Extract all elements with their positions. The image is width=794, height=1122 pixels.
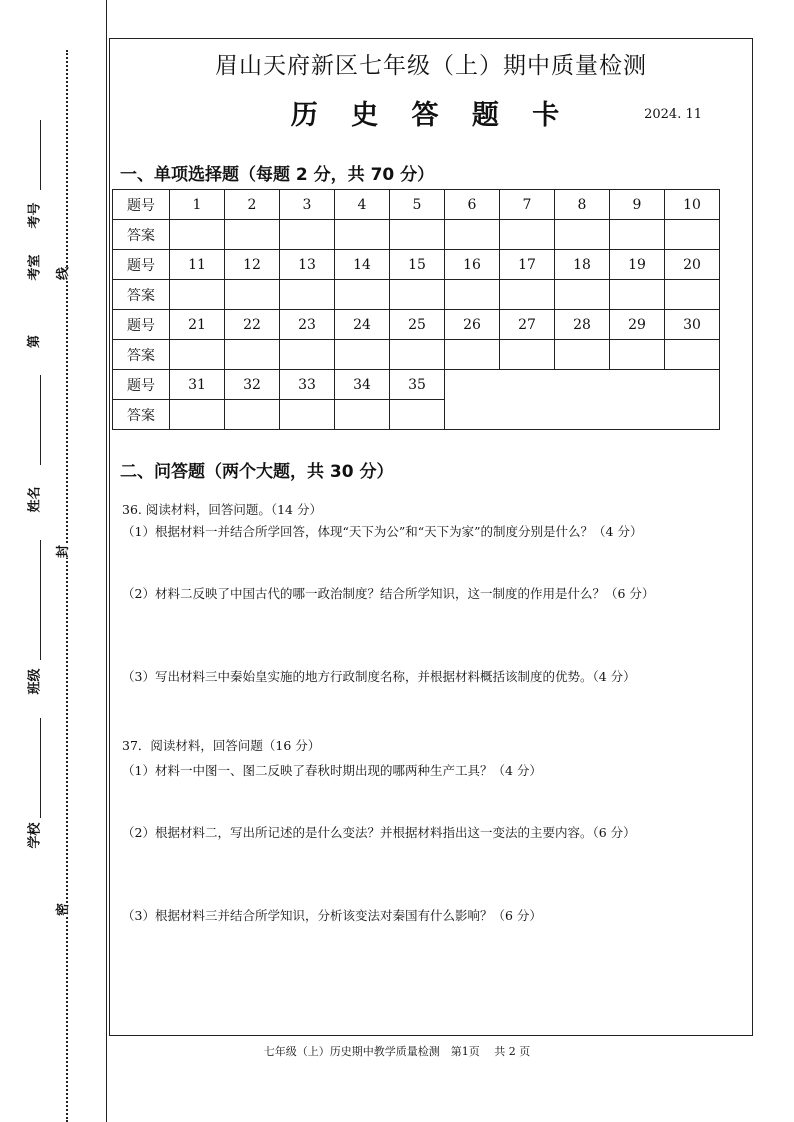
answer-cell[interactable]	[280, 220, 335, 250]
question-number: 9	[610, 190, 665, 220]
question-number: 1	[170, 190, 225, 220]
page-footer: 七年级（上）历史期中教学质量检测 第1页 共 2 页	[263, 1045, 531, 1058]
question-number: 27	[500, 310, 555, 340]
binding-border-line	[106, 0, 107, 1122]
answer-cell[interactable]	[390, 400, 445, 430]
answer-cell[interactable]	[445, 340, 500, 370]
q36-intro: 36. 阅读材料，回答问题。（14 分）	[122, 502, 322, 517]
question-number: 11	[170, 250, 225, 280]
binding-dotted-line	[66, 50, 68, 1122]
q36-part3: （3）写出材料三中秦始皇实施的地方行政制度名称，并根据材料概括该制度的优势。（4 分）	[122, 669, 636, 684]
number-row	[113, 190, 720, 220]
question-number: 8	[555, 190, 610, 220]
answer-cell[interactable]	[280, 340, 335, 370]
question-number: 4	[335, 190, 390, 220]
question-number: 26	[445, 310, 500, 340]
q36-part2: （2）材料二反映了中国古代的哪一政治制度？结合所学知识，这一制度的作用是什么？（6 分）	[122, 586, 655, 601]
class-label: 班级	[27, 668, 43, 695]
answer-row-label: 答案	[113, 280, 170, 310]
question-number: 24	[335, 310, 390, 340]
question-number: 14	[335, 250, 390, 280]
answer-cell[interactable]	[665, 340, 720, 370]
answer-cell[interactable]	[225, 340, 280, 370]
answer-grid	[112, 189, 720, 430]
answer-cell[interactable]	[665, 220, 720, 250]
answer-cell[interactable]	[445, 220, 500, 250]
question-number: 22	[225, 310, 280, 340]
number-row	[113, 310, 720, 340]
question-number: 19	[610, 250, 665, 280]
answer-row-label: 答案	[113, 400, 170, 430]
answer-cell[interactable]	[555, 280, 610, 310]
answer-cell[interactable]	[335, 400, 390, 430]
number-row	[113, 250, 720, 280]
answer-cell[interactable]	[170, 280, 225, 310]
answer-cell[interactable]	[225, 220, 280, 250]
number-row-label: 题号	[113, 190, 170, 220]
number-row-label: 题号	[113, 250, 170, 280]
question-number: 32	[225, 370, 280, 400]
question-number: 13	[280, 250, 335, 280]
answer-cell[interactable]	[225, 280, 280, 310]
secret-label: 密	[50, 903, 73, 916]
name-line	[40, 540, 41, 660]
room-line	[40, 375, 41, 465]
answer-row	[113, 220, 720, 250]
line-label: 线	[50, 267, 73, 280]
answer-cell[interactable]	[335, 280, 390, 310]
q37-part3: （3）根据材料三并结合所学知识，分析该变法对秦国有什么影响？（6 分）	[122, 908, 542, 923]
answer-cell[interactable]	[610, 220, 665, 250]
section2-heading: 二、问答题（两个大题，共 30 分）	[120, 462, 394, 482]
question-number: 10	[665, 190, 720, 220]
answer-cell[interactable]	[665, 280, 720, 310]
exam-date: 2024. 11	[644, 107, 702, 122]
answer-row-label: 答案	[113, 340, 170, 370]
answer-cell[interactable]	[500, 220, 555, 250]
question-number: 28	[555, 310, 610, 340]
answer-cell[interactable]	[280, 280, 335, 310]
exam-number-line	[40, 120, 41, 190]
question-number: 29	[610, 310, 665, 340]
answer-cell[interactable]	[170, 340, 225, 370]
question-number: 16	[445, 250, 500, 280]
question-number: 3	[280, 190, 335, 220]
question-number: 17	[500, 250, 555, 280]
question-number: 30	[665, 310, 720, 340]
number-row-label: 题号	[113, 310, 170, 340]
seat-label: 第	[27, 334, 43, 349]
number-row	[113, 370, 720, 400]
answer-cell[interactable]	[335, 220, 390, 250]
answer-cell[interactable]	[610, 280, 665, 310]
answer-cell[interactable]	[390, 340, 445, 370]
empty-grid-area	[445, 370, 720, 430]
answer-cell[interactable]	[500, 280, 555, 310]
question-number: 7	[500, 190, 555, 220]
question-number: 18	[555, 250, 610, 280]
q37-part1: （1）材料一中图一、图二反映了春秋时期出现的哪两种生产工具？（4 分）	[122, 763, 542, 778]
question-number: 15	[390, 250, 445, 280]
q37-part2: （2）根据材料二，写出所记述的是什么变法？并根据材料指出这一变法的主要内容。（6 分）	[122, 825, 636, 840]
exam-number-label: 考号	[27, 202, 43, 229]
question-number: 6	[445, 190, 500, 220]
number-row-label: 题号	[113, 370, 170, 400]
class-line	[40, 718, 41, 818]
question-number: 20	[665, 250, 720, 280]
question-number: 31	[170, 370, 225, 400]
answer-row	[113, 280, 720, 310]
answer-sheet-frame	[109, 38, 753, 1036]
section1-heading: 一、单项选择题（每题 2 分，共 70 分）	[120, 165, 435, 185]
q37-intro: 37．阅读材料，回答问题（16 分）	[122, 738, 321, 753]
answer-row	[113, 340, 720, 370]
answer-cell[interactable]	[225, 400, 280, 430]
page-title: 眉山天府新区七年级（上）期中质量检测	[215, 53, 647, 79]
question-number: 12	[225, 250, 280, 280]
question-number: 2	[225, 190, 280, 220]
school-label: 学校	[27, 822, 43, 849]
answer-cell[interactable]	[610, 340, 665, 370]
seal-label: 封	[50, 545, 73, 558]
answer-cell[interactable]	[335, 340, 390, 370]
question-number: 34	[335, 370, 390, 400]
room-label: 考室	[27, 254, 43, 281]
answer-cell[interactable]	[390, 280, 445, 310]
question-number: 23	[280, 310, 335, 340]
answer-cell[interactable]	[555, 220, 610, 250]
answer-cell[interactable]	[500, 340, 555, 370]
question-number: 25	[390, 310, 445, 340]
question-number: 35	[390, 370, 445, 400]
question-number: 33	[280, 370, 335, 400]
q36-part1: （1）根据材料一并结合所学回答，体现“天下为公”和“天下为家”的制度分别是什么？（4 分）	[122, 524, 643, 539]
answer-row-label: 答案	[113, 220, 170, 250]
answer-cell[interactable]	[280, 400, 335, 430]
answer-cell[interactable]	[445, 280, 500, 310]
answer-cell[interactable]	[390, 220, 445, 250]
answer-cell[interactable]	[170, 220, 225, 250]
question-number: 21	[170, 310, 225, 340]
answer-cell[interactable]	[555, 340, 610, 370]
page-subtitle: 历 史 答 题 卡	[290, 100, 572, 131]
name-label: 姓名	[27, 486, 43, 513]
question-number: 5	[390, 190, 445, 220]
answer-cell[interactable]	[170, 400, 225, 430]
